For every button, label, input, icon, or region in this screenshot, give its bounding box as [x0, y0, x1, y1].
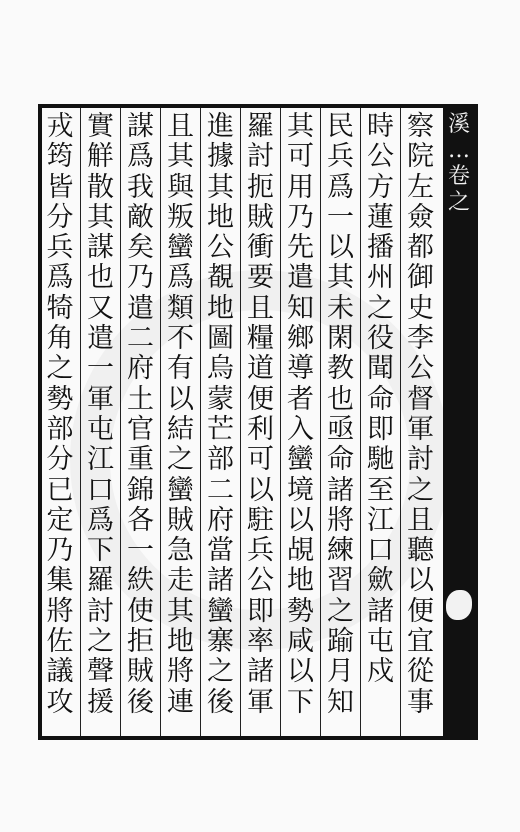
text-column-5: 羅 討 扼 賊 衝 要 且 糧 道 便 利 可 以 駐 兵 公 即 率 諸 軍	[240, 108, 280, 736]
margin-title: 溪 … 卷 之	[447, 112, 470, 215]
text-column-2: 時 公 方 蓮 播 州 之 役 聞 命 即 馳 至 江 口 歛 諸 屯 戍	[360, 108, 400, 736]
text-column-6: 進 據 其 地 公 覩 地 圖 烏 蒙 芒 部 二 府 當 諸 蠻 寨 之 後	[200, 108, 240, 736]
fold-mark	[446, 590, 472, 620]
text-column-10: 戎 筠 皆 分 兵 爲 犄 角 之 勢 部 分 已 定 乃 集 將 佐 議 攻	[46, 111, 74, 718]
text-column-7: 且 其 與 叛 蠻 爲 類 不 有 以 結 之 蠻 賊 急 走 其 地 將 連	[160, 108, 200, 736]
text-column-4: 其 可 用 乃 先 遣 知 鄉 導 者 入 蠻 境 以 覘 地 勢 咸 以 下	[280, 108, 320, 736]
text-column-3: 民 兵 爲 一 以 其 未 閑 教 也 亟 命 諸 將 練 習 之 踰 月 知	[320, 108, 360, 736]
text-column-9: 實 觧 散 其 謀 也 又 遣 一 軍 屯 江 口 爲 下 羅 討 之 聲 援	[80, 108, 120, 736]
text-column-1: 察 院 左 僉 都 御 史 李 公 督 軍 討 之 且 聽 以 便 宜 從 事	[400, 108, 440, 736]
text-column-8: 謀 爲 我 敵 矣 乃 遣 二 府 土 官 重 錦 各 一 紩 使 拒 賊 後	[120, 108, 160, 736]
